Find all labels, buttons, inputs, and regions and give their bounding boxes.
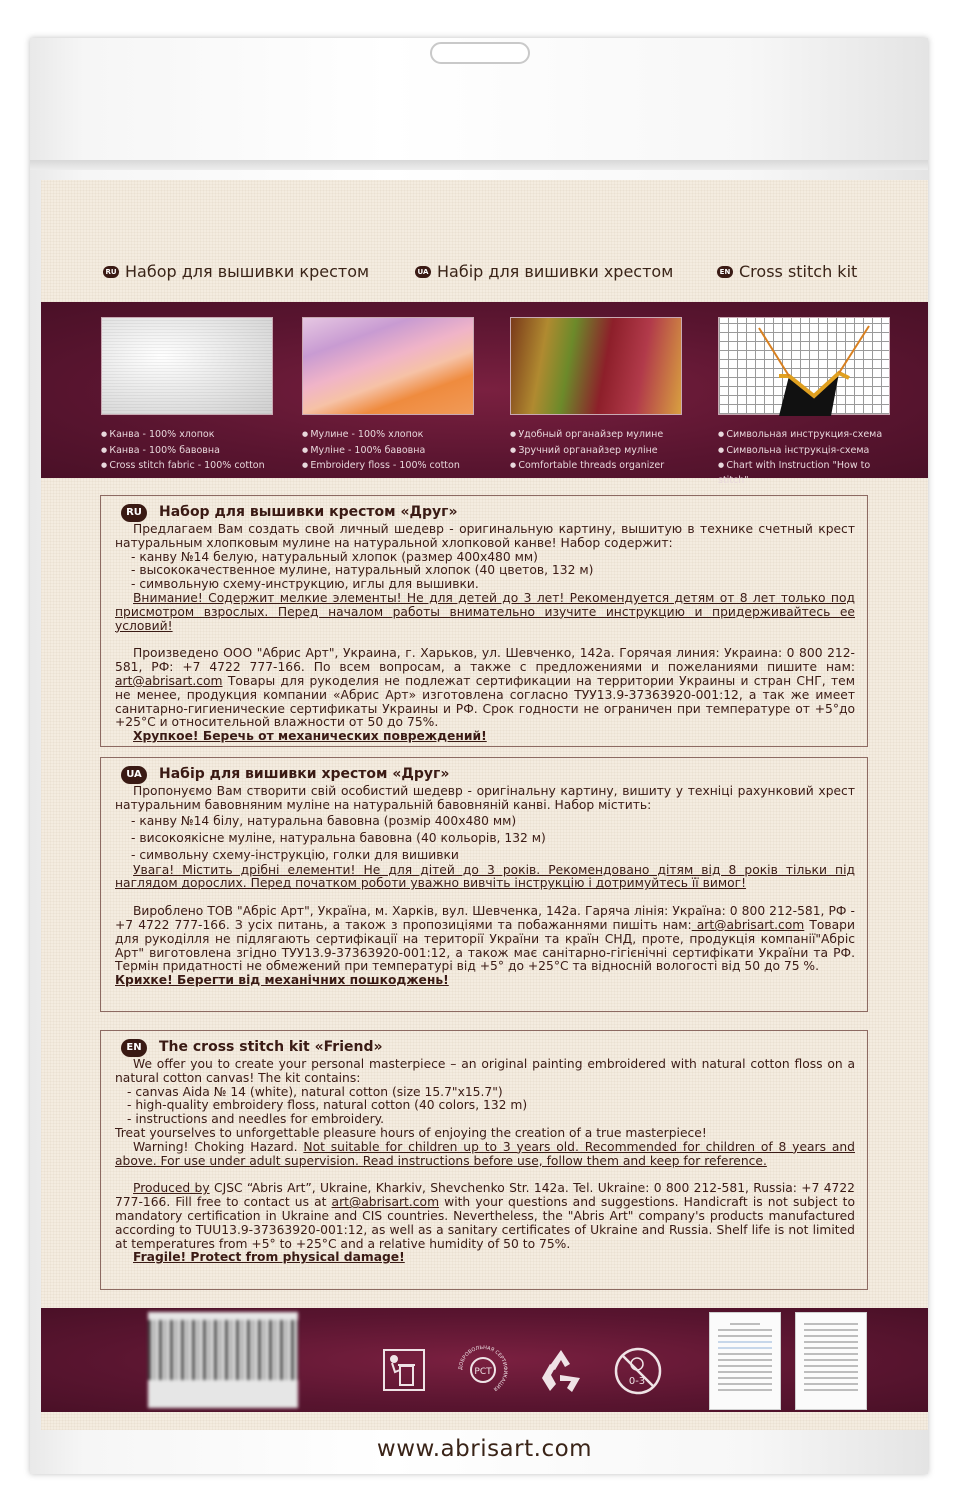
intro-text: We offer you to create your personal masterpiece – an original painting embroidered with natural cotton floss on a natural cotton canvas! The kit contains: — [115, 1057, 855, 1085]
info-box-en — [100, 1030, 868, 1290]
feature-fabric — [101, 317, 273, 474]
feature-floss — [302, 317, 474, 474]
list-item: - високоякісне муліне, натуральна бавовна (40 кольорів, 132 м) — [131, 830, 546, 845]
chart-pattern-icon — [719, 318, 891, 416]
feature-line: ● Cross stitch fabric - 100% cotton — [101, 458, 273, 474]
warning-text — [115, 1141, 855, 1169]
box-title: Набор для вышивки крестом «Друг» — [159, 504, 458, 521]
producer-label: Produced by — [133, 1181, 210, 1196]
producer-text — [115, 647, 855, 730]
producer-info: with your questions and suggestions. Handicraft is not subject to mandatory certification in Ukraine and CIS countries. Nevertheless, the "Abris Art" company's products manufactured according to TUU13.9-37363920-001:12, as well as a sanitary certificates of Ukraine and Russia. Shelf life is not limited at temperatures from +5° to +25°C and a relative humidity of 50 to 75%. — [115, 1195, 855, 1251]
list-item: - канву №14 белую, натуральный хлопок (размер 400х480 мм) — [131, 549, 538, 564]
certificate-ukraine — [709, 1312, 781, 1410]
feature-line: ● Муліне - 100% бавовна — [302, 443, 474, 459]
fragile-text: Крихке! Берегти від механічних пошкоджень! — [115, 973, 449, 988]
not-for-children-0-3-icon — [613, 1346, 663, 1396]
feature-line: ● Comfortable threads organizer — [510, 458, 682, 474]
rostest-mark: РСТ — [474, 1367, 492, 1377]
feature-line: ● Удобный органайзер мулине — [510, 427, 682, 443]
floss-photo — [302, 317, 474, 415]
producer-info: CJSC “Abris Art”, Ukraine, Kharkiv, Shevchenko Str. 142a. Tel. Ukraine: 0 800 212-581, Russia: +7 4722 777-166. Fill free to contact us at — [115, 1181, 856, 1210]
warning-text: Увага! Містить дрібні елементи! Не для дітей до 3 років. Рекомендовано дітям від 8 років тільки під наглядом дорослих. Перед початком роботи уважно вивчіть інструкцію і дотримуйтесь її вимог! — [115, 862, 855, 891]
list-item: - instructions and needles for embroidery. — [127, 1112, 385, 1127]
lang-badge: UA — [415, 266, 431, 278]
certificate-russia — [795, 1312, 867, 1410]
email-link[interactable]: art@abrisart.com — [115, 673, 223, 688]
feature-line: ● Зручний органайзер муліне — [510, 443, 682, 459]
warning-underlined: Not suitable for children up to 3 years old. Recommended for children of 8 years and above. For use under adult supervision. Read instructions before use, follow them and keep for reference. — [115, 1139, 855, 1168]
kit-title-ua — [415, 262, 673, 281]
website-link[interactable]: www.abrisart.com — [376, 1436, 593, 1462]
lang-badge: RU — [103, 266, 119, 278]
feature-line: ● Канва - 100% хлопок — [101, 427, 273, 443]
barcode — [148, 1312, 298, 1408]
rostest-voluntary-certification-icon — [457, 1344, 509, 1396]
lang-badge: RU — [121, 504, 147, 522]
fabric-photo — [101, 317, 273, 415]
list-item: - высококачественное мулине, натуральный хлопок (40 цветов, 132 м) — [131, 563, 594, 578]
feature-line: ● Мулине - 100% хлопок — [302, 427, 474, 443]
recycle-icon — [536, 1346, 586, 1396]
feature-line: ● Embroidery floss - 100% cotton — [302, 458, 474, 474]
producer-info: Товари для рукоділля не підлягають сертифікації на території України та країн СНД, проте, продукція компанії"Абріс Арт" виготовлена згідно ТУУ13.9-37363920-001:12, а також має санітарно-гігієнічні сертифікати України та РФ. Термін придатності не обмежений при температурі від +5° до +25°С та відносній вологості від 50 до 75 %. — [115, 917, 855, 974]
chart-photo — [718, 317, 890, 415]
treat-text: Treat yourselves to unforgettable pleasure hours of enjoying the creation of a true masterpiece! — [115, 1125, 707, 1140]
producer-text — [115, 1182, 855, 1251]
list-item: - символьну схему-інструкцію, голки для вишивки — [131, 847, 459, 862]
feature-line: ● Символьная инструкция-схема — [718, 427, 890, 443]
age-label: 0-3 — [628, 1376, 646, 1387]
lang-badge: UA — [121, 766, 147, 784]
feature-line: ● Символьна інструкція-схема — [718, 443, 890, 459]
lang-badge: EN — [121, 1039, 147, 1057]
info-box-ua — [100, 757, 868, 1012]
trash-bin-icon — [382, 1348, 426, 1392]
kit-title-text: Набор для вышивки крестом — [125, 262, 370, 281]
fragile-text: Хрупкое! Беречь от механических повреждений! — [133, 729, 487, 744]
rostest-ring-text: ДОБРОВОЛЬНАЯ СЕРТИФИКАЦИЯ — [457, 1344, 509, 1392]
bottom-band — [41, 1308, 928, 1412]
package-card — [41, 180, 928, 1462]
organizer-photo — [510, 317, 682, 415]
list-item: - high-quality embroidery floss, natural cotton (40 colors, 132 m) — [127, 1098, 528, 1113]
info-box-ru — [100, 495, 868, 747]
fragile-text: Fragile! Protect from physical damage! — [133, 1250, 405, 1265]
bag-seal — [30, 160, 928, 170]
list-item: - канву №14 білу, натуральна бавовна (розмір 400х480 мм) — [131, 813, 517, 828]
feature-chart — [718, 317, 890, 488]
email-link[interactable]: art@abrisart.com — [691, 917, 805, 932]
hang-hole — [430, 42, 530, 64]
kit-titles — [41, 262, 928, 286]
box-title: The cross stitch kit «Friend» — [159, 1039, 383, 1056]
warning-text: Внимание! Содержит мелкие элементы! Не для детей до 3 лет! Рекомендуется детям от 8 лет только под присмотром взрослых. Перед началом работы внимательно изучите инструкцию и придерживайтесь ее условий! — [115, 590, 855, 633]
feature-organizer — [510, 317, 682, 474]
kit-title-ru — [103, 262, 369, 281]
producer-info: Вироблено ТОВ "Абріс Арт", Україна, м. Харків, вул. Шевченка, 142а. Гаряча лінія: Україна: 0 800 212-581, РФ - +7 4722 777-166. З усіх питань, а також з пропозиціями та побажаннями пишіть нам: — [115, 904, 855, 932]
features-band — [41, 302, 928, 486]
kit-title-en — [717, 262, 857, 281]
kit-title-text: Набір для вишивки хрестом — [437, 262, 674, 281]
intro-text: Предлагаем Вам создать свой личный шедевр - оригинальную картину, вышитую в технике счетный крест натуральным хлопковым мулине на натуральной хлопковой канве! Набор содержит: — [115, 522, 855, 550]
warning-lead: Warning! Choking Hazard. — [133, 1139, 304, 1154]
intro-text: Пропонуємо Вам створити свій особистий шедевр - оригінальну картину, вишиту у техніці рахунковий хрест натуральним бавовняним муліне на натуральній бавовняній канві. Набор містить: — [115, 784, 855, 812]
producer-info: Товары для рукоделия не подлежат сертификации на территории Украины и стран СНГ, тем не менее, продукция компании «Абрис Арт» изготовлена согласно ТУУ13.9-37363920-001:12, а так же имеет санитарно-гигиенические сертификаты Украины и РФ. Срок годности не ограничен при температуре от +5°до +25°С и относительной влажности от 50 до 75%. — [115, 673, 855, 730]
producer-info: Произведено ООО "Абрис Арт", Украина, г. Харьков, ул. Шевченко, 142а. Горячая линия: Украина: 0 800 212-581, РФ: +7 4722 777-166. По всем вопросам, а также с предложениями и пожеланиями пишите нам: — [115, 646, 855, 675]
producer-text — [115, 905, 855, 974]
email-link[interactable]: art@abrisart.com — [331, 1195, 440, 1210]
feature-line: ● Chart with Instruction "How to stitch" — [718, 458, 890, 488]
kit-title-text: Cross stitch kit — [739, 262, 858, 281]
feature-line: ● Канва - 100% бавовна — [101, 443, 273, 459]
list-item: - символьную схему-инструкцию, иглы для вышивки. — [131, 577, 479, 592]
list-item: - canvas Aida № 14 (white), natural cotton (size 15.7"x15.7") — [127, 1084, 503, 1099]
box-title: Набір для вишивки хрестом «Друг» — [159, 766, 450, 783]
lang-badge: EN — [717, 266, 733, 278]
